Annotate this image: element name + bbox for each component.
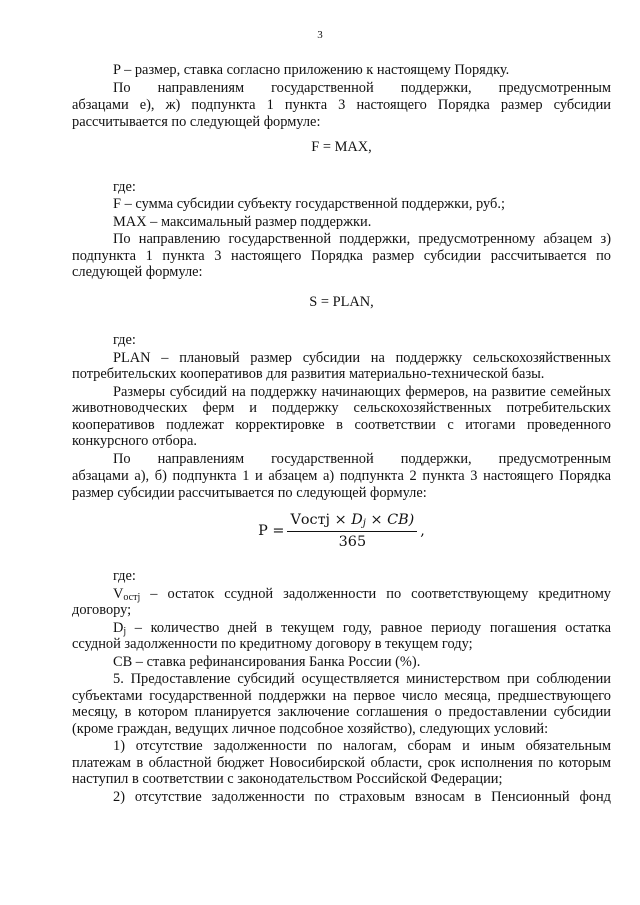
- d-subscript: j: [123, 625, 127, 637]
- paragraph-directions-rest: абзацами а), б) подпункта 1 и абзацем а) подпункта 2 пункта 3 настоящего Порядка размер субсидии рассчитывается по следующей формуле:: [72, 468, 611, 501]
- condition-item-2: 2) отсутствие задолженности по страховым взносам в Пенсионный фонд: [113, 788, 611, 805]
- paragraph-directions-line: По направлениям государственной поддержки, предусмотренным: [113, 450, 611, 467]
- condition-item-1: 1) отсутствие задолженности по налогам, сборам и иным обязательным платежам в областной бюджет Новосибирской области, срок исполнения по которым наступил в соответствии с законодательством Российской Федерации;: [72, 738, 611, 787]
- paragraph-p-definition: P – размер, ставка согласно приложению к настоящему Порядку.: [113, 62, 510, 78]
- v-definition-text: – остаток ссудной задолженности по соответствующему кредитному договору;: [72, 585, 611, 618]
- page-number: 3: [317, 29, 323, 41]
- d-definition: [72, 620, 611, 653]
- paragraph-subsidy-adjustment: Размеры субсидий на поддержку начинающих фермеров, на развитие семейных животноводческих ферм и поддержку сельскохозяйственных потребительских кооперативов подлежат корректировке в соответствии с итогами проведенного конкурсного отбора.: [72, 383, 611, 449]
- formula-p-times: ×: [370, 512, 383, 528]
- formula-p-fraction: [287, 512, 417, 550]
- formula-p-d: [351, 512, 366, 528]
- formula-p-lhs: P =: [258, 522, 285, 539]
- d-symbol: D: [113, 619, 124, 636]
- where-label: где:: [113, 568, 136, 584]
- formula-p-numerator: [287, 512, 417, 532]
- paragraph-direction-z: По направлению государственной поддержки, предусмотренному абзацем з) подпункта 1 пункта 3 настоящего Порядка размер субсидии рассчитывается по следующей формуле:: [72, 231, 611, 280]
- formula-p-times: ×: [334, 512, 347, 528]
- formula-p-v: Vостj: [290, 512, 330, 528]
- plan-definition: PLAN – плановый размер субсидии на поддержку сельскохозяйственных потребительских кооперативов для развития материально-технической базы.: [72, 349, 611, 382]
- formula-p-tail: ,: [420, 522, 425, 539]
- f-definition: F – сумма субсидии субъекту государственной поддержки, руб.;: [113, 196, 505, 212]
- formula-f-max: F = MAX,: [311, 139, 372, 155]
- formula-p-d-subscript: j: [362, 518, 366, 529]
- v-subscript: остj: [123, 591, 141, 603]
- formula-s-plan: S = PLAN,: [309, 293, 374, 310]
- document-body: [72, 62, 611, 806]
- cb-definition: CB – ставка рефинансирования Банка России (%).: [113, 653, 421, 670]
- where-label: где:: [113, 332, 136, 348]
- paragraph-directions-line: По направлениям государственной поддержки, предусмотренным: [113, 79, 611, 96]
- max-definition: MAX – максимальный размер поддержки.: [113, 213, 372, 230]
- paragraph-directions-rest: абзацами е), ж) подпункта 1 пункта 3 настоящего Порядка размер субсидии рассчитывается по следующей формуле:: [72, 97, 611, 130]
- where-label: где:: [113, 178, 136, 195]
- d-definition-text: – количество дней в текущем году, равное периоду погашения остатка ссудной задолженности по кредитному договору в текущем году;: [72, 619, 611, 652]
- paragraph-conditions-intro: 5. Предоставление субсидий осуществляется министерством при соблюдении субъектами государственной поддержки на первое число месяца, предшествующего месяцу, в котором планируется заключение соглашения о предоставлении субсидии (кроме граждан, ведущих личное подсобное хозяйство), следующих условий:: [72, 671, 611, 737]
- v-definition: [72, 586, 611, 619]
- formula-p-expression: [258, 512, 425, 550]
- formula-p: [72, 512, 611, 550]
- formula-p-denominator: 365: [338, 533, 367, 550]
- formula-p-d-symbol: D: [351, 512, 363, 528]
- v-symbol: V: [113, 585, 124, 602]
- formula-p-cb: CB): [387, 512, 415, 528]
